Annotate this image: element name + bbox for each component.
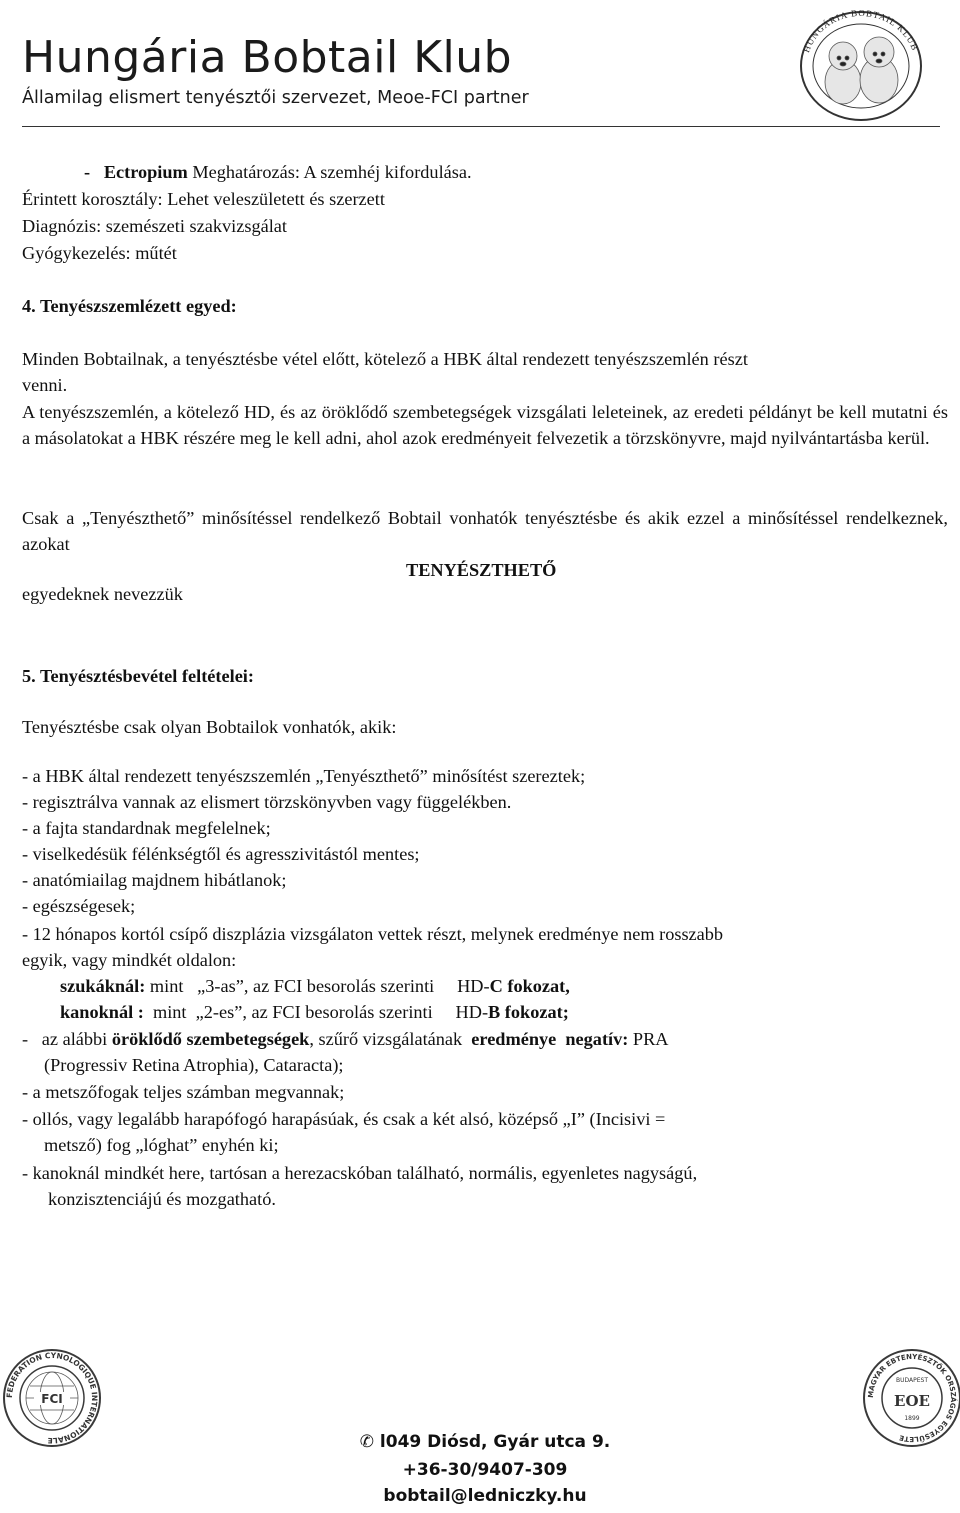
footer-email[interactable]: bobtail@ledniczky.hu: [383, 1486, 587, 1506]
male-text: mint „2-es”, az FCI besorolás szerinti HD-: [143, 1002, 489, 1022]
club-subtitle: Államilag elismert tenyésztői szervezet, Meoe-FCI partner: [22, 88, 529, 108]
section4-para1-line2: venni.: [22, 375, 68, 395]
ectropium-term: Ectropium: [103, 162, 188, 182]
fci-logo-text: FEDERATION CYNOLOGIQUE INTERNATIONALE: [4, 1350, 100, 1446]
meoe-logo-text: MAGYAR EBTENYÉSZTŐK ORSZÁGOS EGYESÜLETE: [866, 1352, 958, 1444]
bite-condition-line2: metsző) fog „lóghat” enyhén ki;: [44, 1135, 279, 1155]
female-text: mint „3-as”, az FCI besorolás szerinti HD-: [145, 976, 490, 996]
eye-end: PRA: [628, 1029, 669, 1049]
condition-item: - a HBK által rendezett tenyészszemlén „Tenyészthető” minősítést szereztek;: [22, 766, 586, 786]
eye-bold2: eredménye negatív:: [471, 1029, 629, 1049]
eye-condition-line2: (Progressiv Retina Atrophia), Cataracta);: [44, 1055, 344, 1075]
teeth-condition: - a metszőfogak teljes számban megvannak;: [22, 1082, 345, 1102]
header-divider: [22, 126, 940, 127]
section5-heading: 5. Tenyésztésbevétel feltételei:: [22, 666, 254, 686]
ectropium-line: [84, 159, 472, 185]
ectropium-age-class: Érintett korosztály: Lehet veleszületett és szerzett: [22, 189, 385, 209]
footer-phone: +36-30/9407-309: [402, 1460, 568, 1480]
female-grade: C fokozat,: [489, 976, 570, 996]
condition-item: - egészségesek;: [22, 896, 136, 916]
meoe-city: BUDAPEST: [895, 1377, 929, 1384]
section4-para1-line1: Minden Bobtailnak, a tenyésztésbe vétel előtt, kötelező a HBK által rendezett tenyészszemlén részt: [22, 349, 748, 369]
section4-heading: 4. Tenyészszemlézett egyed:: [22, 296, 237, 316]
ectropium-dash: -: [84, 162, 91, 182]
ectropium-treatment: Gyógykezelés: műtét: [22, 243, 177, 263]
meoe-logo: [862, 1348, 960, 1448]
telephone-icon: ✆: [359, 1432, 374, 1452]
male-label: kanoknál :: [60, 1002, 144, 1022]
female-label: szukáknál:: [60, 976, 146, 996]
bite-condition-line1: - ollós, vagy legalább harapófogó harapásúak, és csak a két alsó, középső „I” (Incisivi =: [22, 1109, 666, 1129]
meoe-year: 1899: [904, 1415, 920, 1422]
ectropium-definition: Meghatározás: A szemhéj kifordulása.: [187, 162, 472, 182]
hd-female-line: [60, 973, 570, 999]
condition-item: - viselkedésük félénkségtől és agresszivitástól mentes;: [22, 844, 420, 864]
fci-abbr: FCI: [41, 1392, 63, 1406]
section4-para3-end: egyedeknek nevezzük: [22, 584, 183, 604]
section5-intro: Tenyésztésbe csak olyan Bobtailok vonhatók, akik:: [22, 717, 397, 737]
testes-condition-line1: - kanoknál mindkét here, tartósan a herezacskóban található, normális, egyenletes nagyságú,: [22, 1163, 698, 1183]
testes-condition-line2: konzisztenciájú és mozgatható.: [48, 1189, 276, 1209]
section4-para3: Csak a „Tenyészthető” minősítéssel rendelkező Bobtail vonhatók tenyésztésbe és akik ezzel a minősítéssel rendelkeznek, azokat: [22, 508, 948, 554]
club-title: Hungária Bobtail Klub: [22, 32, 513, 83]
eye-bold1: öröklődő szembetegségek: [111, 1029, 310, 1049]
footer-address-line: [340, 1432, 630, 1452]
condition-item: - a fajta standardnak megfelelnek;: [22, 818, 271, 838]
footer-address: l049 Diósd, Gyár utca 9.: [379, 1432, 611, 1452]
section4-para2: A tenyészszemlén, a kötelező HD, és az öröklődő szembetegségek vizsgálati leleteinek, az eredeti példányt be kell mutatni és a másolatokat a HBK részére meg le kell adni, ahol azok eredményeit felvezetik a törzskönyvre, majd nyilvántartásba kerül.: [22, 402, 948, 448]
ectropium-diagnosis: Diagnózis: szemészeti szakvizsgálat: [22, 216, 287, 236]
breedable-emphasis: TENYÉSZTHETŐ: [406, 560, 557, 580]
condition-item: - anatómiailag majdnem hibátlanok;: [22, 870, 287, 890]
eye-mid: , szűrő vizsgálatának: [309, 1029, 472, 1049]
hd-condition-line1: - 12 hónapos kortól csípő diszplázia vizsgálaton vettek részt, melynek eredménye nem rosszabb: [22, 924, 724, 944]
fci-logo: [2, 1348, 102, 1448]
eye-pre: - az alábbi: [22, 1029, 112, 1049]
club-logo: [795, 4, 925, 122]
eye-condition-line1: [22, 1026, 668, 1052]
male-grade: B fokozat;: [488, 1002, 569, 1022]
hd-condition-line2: egyik, vagy mindkét oldalon:: [22, 950, 237, 970]
hd-male-line: [60, 999, 569, 1025]
condition-item: - regisztrálva vannak az elismert törzskönyvben vagy függelékben.: [22, 792, 512, 812]
meoe-abbr: EOE: [894, 1392, 930, 1410]
club-logo-text: HUNGÁRIA BOBTAIL KLUB: [801, 7, 921, 54]
